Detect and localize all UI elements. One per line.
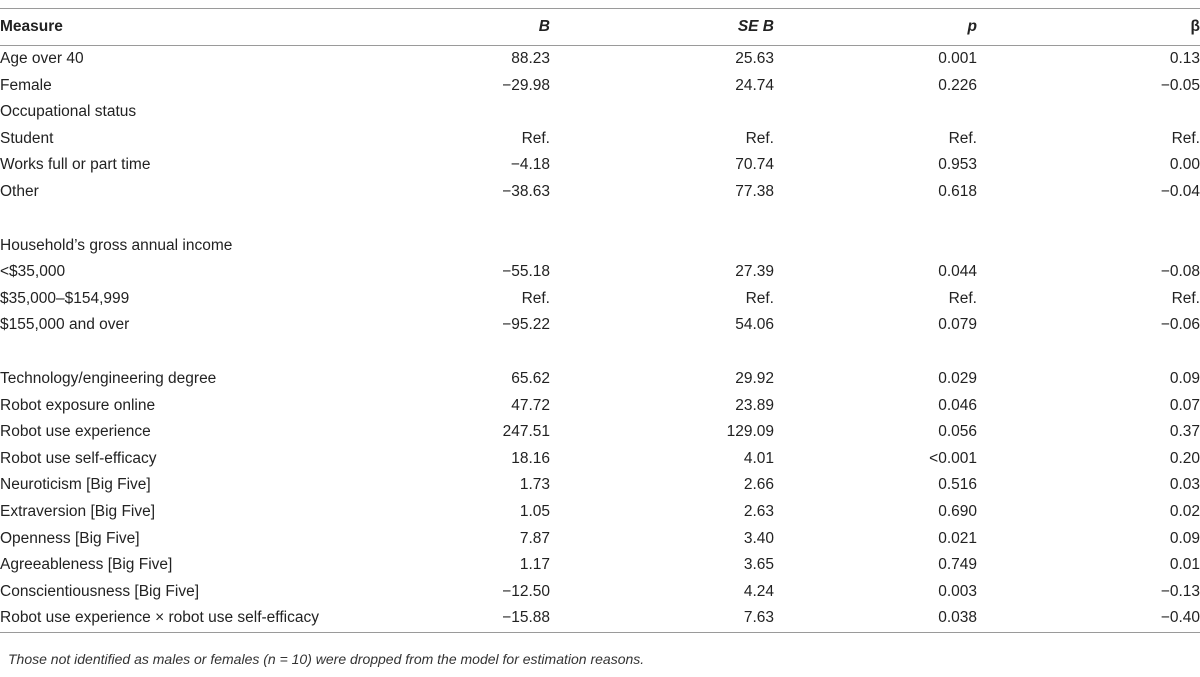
table-spacer-row xyxy=(0,206,1200,233)
cell-p: 0.226 xyxy=(938,76,977,94)
cell-beta: 0.37 xyxy=(1169,423,1200,441)
row-label: Robot exposure online xyxy=(0,396,156,414)
table-header-row xyxy=(0,9,1200,46)
spacer-cell xyxy=(0,339,1200,366)
cell-beta: Ref. xyxy=(1171,129,1200,147)
cell-b: 247.51 xyxy=(502,423,550,441)
cell-beta: 0.01 xyxy=(1169,556,1200,574)
cell-se: Ref. xyxy=(745,289,774,307)
table-row xyxy=(0,366,1200,393)
cell-beta xyxy=(977,99,1200,126)
header-measure: Measure xyxy=(0,9,360,46)
cell-b: −38.63 xyxy=(502,182,550,200)
header-se-b: SE B xyxy=(550,9,774,46)
cell-beta: 0.09 xyxy=(1169,369,1200,387)
cell-se: 4.01 xyxy=(743,449,774,467)
cell-beta: 0.07 xyxy=(1169,396,1200,414)
cell-se: 25.63 xyxy=(735,50,774,67)
cell-p: 0.749 xyxy=(938,556,977,574)
row-label: Robot use self-efficacy xyxy=(0,449,157,467)
row-label: $155,000 and over xyxy=(0,316,130,334)
table-row xyxy=(0,472,1200,499)
cell-p: Ref. xyxy=(948,129,977,147)
cell-beta: −0.06 xyxy=(1160,316,1200,334)
cell-p: 0.056 xyxy=(938,423,977,441)
table-footnote: Those not identified as males or females (n = 10) were dropped from the model for estimation reasons. xyxy=(8,651,645,667)
table-row-group-heading xyxy=(0,99,1200,126)
cell-p xyxy=(774,233,977,260)
cell-p: Ref. xyxy=(948,289,977,307)
cell-p: 0.038 xyxy=(774,605,977,632)
row-label: $35,000–$154,999 xyxy=(0,289,130,307)
cell-se xyxy=(550,233,774,260)
table-row xyxy=(0,526,1200,553)
row-label: Conscientiousness [Big Five] xyxy=(0,582,200,600)
header-beta: β xyxy=(977,9,1200,46)
cell-b: 1.05 xyxy=(519,502,550,520)
cell-b: Ref. xyxy=(521,289,550,307)
row-label: Robot use experience × robot use self-efficacy xyxy=(0,605,360,632)
row-label: Extraversion [Big Five] xyxy=(0,502,156,520)
row-label: Student xyxy=(0,129,54,147)
cell-p: 0.953 xyxy=(938,156,977,174)
table-row xyxy=(0,552,1200,579)
table-row xyxy=(0,419,1200,446)
table-row-group-heading xyxy=(0,233,1200,260)
cell-b: 47.72 xyxy=(511,396,550,414)
cell-beta: 0.13 xyxy=(1169,50,1200,67)
cell-b: −4.18 xyxy=(510,156,550,174)
row-label: Openness [Big Five] xyxy=(0,529,140,547)
row-label: Occupational status xyxy=(0,103,137,121)
cell-p: 0.079 xyxy=(938,316,977,334)
cell-se: Ref. xyxy=(745,129,774,147)
cell-se: 27.39 xyxy=(735,263,774,281)
cell-p: 0.046 xyxy=(938,396,977,414)
cell-se: 23.89 xyxy=(735,396,774,414)
table-spacer-row xyxy=(0,339,1200,366)
table-row xyxy=(0,73,1200,100)
cell-se: 3.65 xyxy=(743,556,774,574)
cell-beta: −0.13 xyxy=(1160,582,1200,600)
cell-se: 54.06 xyxy=(735,316,774,334)
row-label: Age over 40 xyxy=(0,50,84,67)
cell-b: −15.88 xyxy=(360,605,550,632)
cell-b: 88.23 xyxy=(511,50,550,67)
table-row xyxy=(0,286,1200,313)
table-row xyxy=(0,126,1200,153)
row-label: Other xyxy=(0,182,39,200)
cell-p: 0.044 xyxy=(938,263,977,281)
row-label: Household’s gross annual income xyxy=(0,236,233,254)
cell-b: 7.87 xyxy=(519,529,550,547)
cell-p: 0.001 xyxy=(938,50,977,67)
cell-p: 0.618 xyxy=(938,182,977,200)
cell-beta: Ref. xyxy=(1171,289,1200,307)
cell-se: 2.66 xyxy=(743,476,774,494)
spacer-cell xyxy=(0,206,1200,233)
row-label: Neuroticism [Big Five] xyxy=(0,476,151,494)
table-row xyxy=(0,446,1200,473)
table-row xyxy=(0,499,1200,526)
cell-p: 0.003 xyxy=(938,582,977,600)
cell-b: −95.22 xyxy=(502,316,550,334)
cell-se: 2.63 xyxy=(743,502,774,520)
row-label: <$35,000 xyxy=(0,263,66,281)
cell-b: Ref. xyxy=(521,129,550,147)
cell-se xyxy=(550,99,774,126)
cell-se: 129.09 xyxy=(726,423,774,441)
cell-beta: 0.02 xyxy=(1169,502,1200,520)
table-row xyxy=(0,312,1200,339)
cell-se: 70.74 xyxy=(735,156,774,174)
row-label: Works full or part time xyxy=(0,156,151,174)
cell-beta: 0.00 xyxy=(1169,156,1200,174)
cell-p: 0.021 xyxy=(938,529,977,547)
cell-p: 0.690 xyxy=(938,502,977,520)
cell-se: 3.40 xyxy=(743,529,774,547)
cell-b: 1.73 xyxy=(519,476,550,494)
cell-se: 24.74 xyxy=(735,76,774,94)
cell-b: 1.17 xyxy=(519,556,550,574)
cell-beta: 0.20 xyxy=(1169,449,1200,467)
cell-beta: −0.40 xyxy=(977,605,1200,632)
cell-beta: 0.09 xyxy=(1169,529,1200,547)
cell-beta: −0.04 xyxy=(1160,182,1200,200)
cell-se: 7.63 xyxy=(550,605,774,632)
row-label: Female xyxy=(0,76,52,94)
cell-b: −55.18 xyxy=(502,263,550,281)
cell-se: 4.24 xyxy=(743,582,774,600)
table-row xyxy=(0,46,1200,73)
header-p: p xyxy=(774,9,977,46)
cell-beta: −0.08 xyxy=(1160,263,1200,281)
cell-p xyxy=(774,99,977,126)
cell-b xyxy=(360,233,550,260)
cell-se: 29.92 xyxy=(735,369,774,387)
row-label: Agreeableness [Big Five] xyxy=(0,556,173,574)
cell-p: <0.001 xyxy=(929,449,977,467)
table-row xyxy=(0,605,1200,632)
cell-beta: −0.05 xyxy=(1160,76,1200,94)
row-label: Robot use experience xyxy=(0,423,151,441)
row-label: Technology/engineering degree xyxy=(0,369,217,387)
table-row xyxy=(0,152,1200,179)
cell-se: 77.38 xyxy=(735,182,774,200)
cell-beta: 0.03 xyxy=(1169,476,1200,494)
table-row xyxy=(0,393,1200,420)
cell-b: −29.98 xyxy=(502,76,550,94)
table-row xyxy=(0,259,1200,286)
regression-table xyxy=(0,8,1200,633)
header-b: B xyxy=(360,9,550,46)
cell-beta xyxy=(977,233,1200,260)
cell-p: 0.029 xyxy=(938,369,977,387)
cell-b xyxy=(360,99,550,126)
cell-b: 18.16 xyxy=(511,449,550,467)
table-row xyxy=(0,579,1200,606)
cell-b: −12.50 xyxy=(502,582,550,600)
cell-b: 65.62 xyxy=(511,369,550,387)
table-row xyxy=(0,179,1200,206)
cell-p: 0.516 xyxy=(938,476,977,494)
